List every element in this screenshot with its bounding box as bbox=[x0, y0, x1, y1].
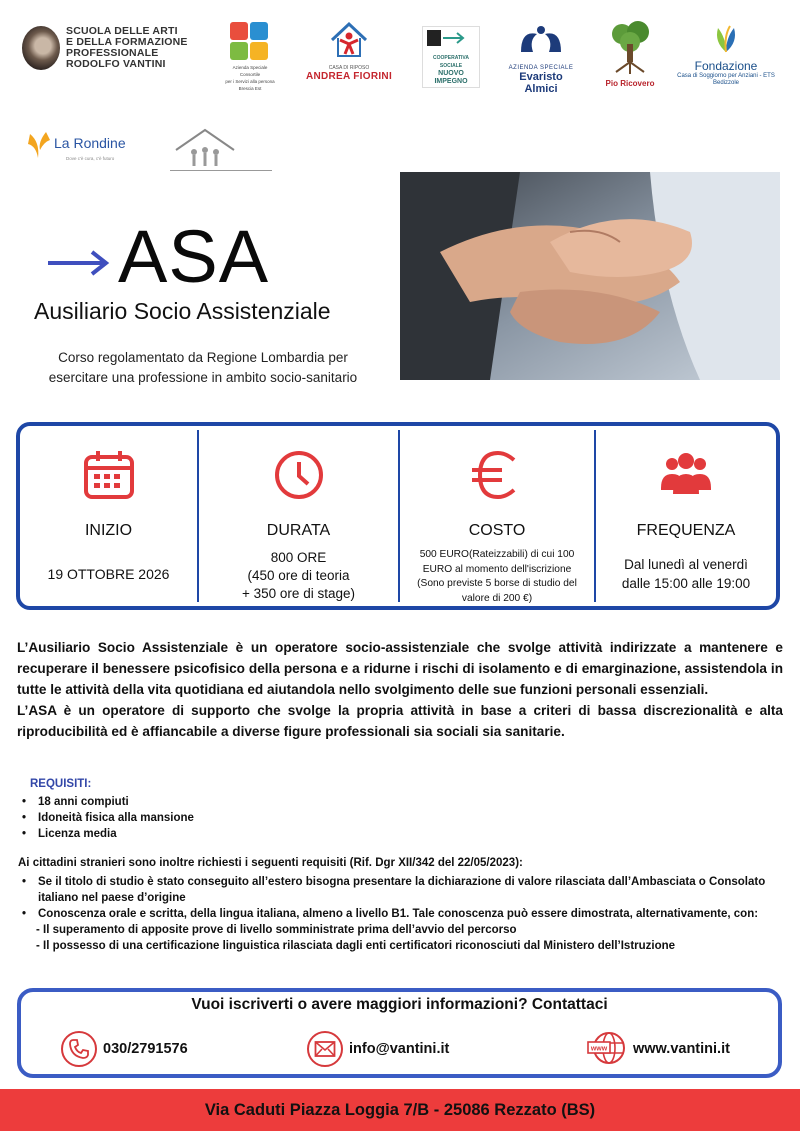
course-body bbox=[17, 637, 783, 742]
clock-icon bbox=[272, 448, 326, 502]
info-cost-line: EURO al momento dell'iscrizione bbox=[422, 563, 572, 575]
puzzle-logo bbox=[222, 22, 278, 102]
vantini-emblem bbox=[22, 26, 60, 70]
mail-icon bbox=[307, 1031, 343, 1067]
course-info-box bbox=[16, 422, 780, 610]
phone-number[interactable]: 030/2791576 bbox=[103, 1041, 188, 1057]
info-start-label: INIZIO bbox=[84, 522, 133, 539]
fiorini-name: ANDREA FIORINI bbox=[305, 71, 393, 82]
pio-name: Pio Ricovero bbox=[605, 79, 655, 88]
hands-photo bbox=[400, 172, 780, 380]
puzzle-icon bbox=[230, 22, 270, 62]
fondazione-leaf-icon bbox=[706, 24, 746, 54]
calendar-icon bbox=[82, 448, 136, 502]
globe-www-icon bbox=[587, 1030, 627, 1068]
requirement-item: • Licenza media bbox=[18, 826, 194, 842]
page-subtitle: Ausiliario Socio Assistenziale bbox=[34, 298, 331, 324]
rondine-sub: Dove c'è cura, c'è futuro bbox=[66, 156, 115, 161]
contact-heading: Vuoi iscriverti o avere maggiori informazioni? Contattaci bbox=[191, 996, 608, 1013]
pio-ricovero-logo bbox=[602, 20, 658, 96]
almici-top: AZIENDA SPECIALE bbox=[508, 65, 574, 71]
vantini-line: E DELLA FORMAZIONE bbox=[66, 36, 188, 48]
requirements-heading: REQUISITI: bbox=[30, 778, 92, 790]
body-paragraph: L’ASA è un operatore di supporto che svolge la propria attività in base a criteri di bassa discrezionalità e alta riproducibilità ed è affiancabile a diverse figure professionali sia sociali sia sanitarie. bbox=[17, 703, 783, 739]
footer-address: Via Caduti Piazza Loggia 7/B - 25086 Rezzato (BS) bbox=[204, 1100, 596, 1119]
swallow-icon bbox=[26, 130, 52, 160]
casa-divider bbox=[170, 170, 272, 171]
requirement-item: • 18 anni compiuti bbox=[18, 794, 194, 810]
svg-text:www: www bbox=[590, 1045, 608, 1053]
casa-logo bbox=[170, 126, 272, 176]
course-description: Corso regolamentato da Regione Lombardia per esercitare una professione in ambito socio-sanitario bbox=[48, 350, 358, 385]
foreign-requirement-item: • Se il titolo di studio è stato conseguito all’estero bisogna presentare la dichiarazione di valore rilasciata dall’Ambasciata o Consolato italiano nel paese d’origine bbox=[18, 874, 780, 906]
address-footer bbox=[0, 1089, 800, 1131]
requirements-list bbox=[18, 794, 194, 842]
vantini-line: RODOLFO VANTINI bbox=[66, 58, 166, 70]
info-cost bbox=[400, 426, 594, 606]
website-url[interactable]: www.vantini.it bbox=[633, 1041, 730, 1057]
fiorini-pre: CASA DI RIPOSO bbox=[328, 65, 370, 71]
info-duration bbox=[199, 426, 398, 606]
vantini-logo bbox=[22, 24, 202, 72]
contact-phone[interactable] bbox=[61, 1030, 188, 1068]
la-rondine-logo bbox=[26, 128, 136, 162]
info-cost-line: (Sono previste 5 borse di studio del bbox=[417, 578, 577, 589]
almici-name: Evaristo Almici bbox=[519, 71, 563, 95]
foreign-sub-item: - Il possesso di una certificazione linguistica rilasciata dagli enti certificatori riconosciuti dal Ministero dell’Istruzione bbox=[36, 940, 676, 952]
info-frequency bbox=[596, 426, 776, 606]
fondazione-logo bbox=[676, 24, 776, 94]
foreign-requirement-item: • Conoscenza orale e scritta, della lingua italiana, almeno a livello B1. Tale conoscenza può essere dimostrata, alternativamente, con: bbox=[18, 906, 780, 922]
fondazione-sub: Casa di Soggiorno per Anziani - ETS bbox=[677, 73, 775, 79]
info-duration-line: 800 ORE bbox=[270, 550, 327, 565]
email-address[interactable]: info@vantini.it bbox=[349, 1041, 450, 1057]
info-duration-line: (450 ore di teoria bbox=[247, 568, 350, 583]
tree-icon bbox=[608, 20, 652, 74]
almici-logo bbox=[505, 22, 577, 95]
nuovo-line: IMPEGNO bbox=[434, 78, 468, 85]
phone-icon bbox=[61, 1031, 97, 1067]
foreign-requirements-list bbox=[18, 874, 780, 954]
fondazione-name: Fondazione bbox=[694, 59, 758, 73]
puzzle-caption: per i Servizi alla persona bbox=[225, 79, 275, 84]
arrow-right-icon bbox=[46, 246, 112, 280]
vantini-line: PROFESSIONALE bbox=[66, 47, 159, 59]
contact-website[interactable] bbox=[587, 1030, 730, 1068]
info-frequency-line: dalle 15:00 alle 19:00 bbox=[621, 576, 751, 591]
nuovo-line: SOCIALE bbox=[439, 63, 463, 69]
rondine-name: La Rondine bbox=[54, 135, 126, 151]
body-paragraph: L’Ausiliario Socio Assistenziale è un operatore socio-assistenziale che svolge attività indirizzate a mantenere e recuperare il benessere psicofisico della persona e a ridurne i rischi di isolamento e di emarginazione, assistendola in tutte le attività della vita quotidiana ed aiutandola nello svolgimento delle sue funzioni personali essenziali. bbox=[17, 640, 783, 697]
nuovo-line: NUOVO bbox=[438, 70, 464, 77]
foreign-requirements-heading: Ai cittadini stranieri sono inoltre richiesti i seguenti requisiti (Rif. Dgr XII/342 del 22/05/2023): bbox=[18, 857, 523, 869]
info-cost-line: 500 EURO(Rateizzabili) di cui 100 bbox=[419, 549, 575, 560]
info-start bbox=[20, 426, 197, 606]
puzzle-caption: Azienda Speciale Consortile bbox=[232, 65, 268, 77]
requirement-item: • Idoneità fisica alla mansione bbox=[18, 810, 194, 826]
nuovo-line: COOPERATIVA bbox=[433, 55, 469, 61]
info-cost-line: valore di 200 €) bbox=[461, 592, 533, 604]
page-title: ASA bbox=[118, 215, 270, 298]
fondazione-place: Bedizzole bbox=[712, 80, 739, 86]
house-person-icon bbox=[324, 18, 374, 60]
nuovo-impegno-mark-icon bbox=[423, 27, 477, 49]
contact-email[interactable] bbox=[307, 1030, 449, 1068]
group-icon bbox=[659, 448, 713, 502]
contact-box bbox=[17, 988, 782, 1078]
vantini-line: SCUOLA DELLE ARTI bbox=[66, 25, 178, 37]
info-start-value: 19 OTTOBRE 2026 bbox=[47, 566, 170, 582]
euro-icon bbox=[470, 448, 524, 502]
info-cost-label: COSTO bbox=[468, 522, 526, 539]
info-frequency-label: FREQUENZA bbox=[636, 522, 736, 539]
info-duration-line: + 350 ore di stage) bbox=[242, 586, 355, 601]
house-family-icon bbox=[170, 126, 240, 170]
info-frequency-line: Dal lunedì al venerdì bbox=[624, 557, 748, 572]
info-duration-label: DURATA bbox=[266, 522, 331, 539]
foreign-sub-item: - Il superamento di apposite prove di livello somministrate prima dell’avvio del percorso bbox=[36, 924, 517, 936]
nuovo-impegno-logo bbox=[422, 26, 480, 88]
fiorini-logo bbox=[300, 18, 398, 88]
almici-emblem-icon bbox=[511, 22, 571, 60]
puzzle-caption: Brescia Est bbox=[238, 86, 262, 91]
